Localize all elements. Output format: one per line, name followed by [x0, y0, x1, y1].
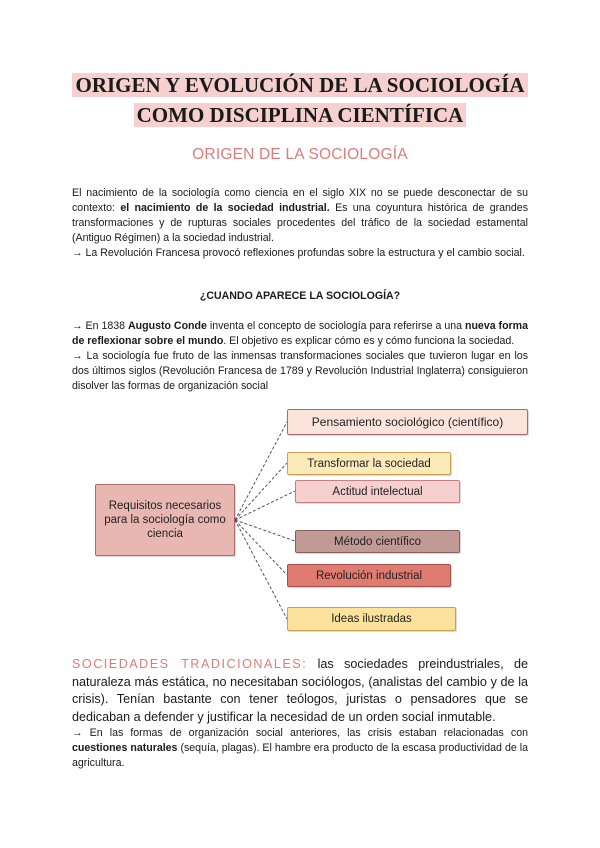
diagram-item-ideas: Ideas ilustradas [287, 607, 456, 631]
diagram-item-actitud: Actitud intelectual [295, 480, 460, 503]
diagram-item-transformar: Transformar la sociedad [287, 452, 451, 475]
tradicionales-paragraph-1: SOCIEDADES TRADICIONALES: las sociedades preindustriales, de naturaleza más estática, no necesitaban sociólogos, (analistas del cambio y de la crisis). Tenían bastante con tener teólogos, juristas o pensadores que se dedicaban a defender y justificar la necesidad de un orden social inmutable. [72, 657, 528, 724]
cuando-paragraph-1: → En 1838 Augusto Conde inventa el concepto de sociología para referirse a una nueva forma de reflexionar sobre el mundo. El objetivo es explicar cómo es y cómo funciona la sociedad. [72, 320, 528, 347]
origen-paragraph-2: → La Revolución Francesa provocó reflexiones profundas sobre la estructura y el cambio social. [72, 247, 525, 259]
connector-6 [235, 520, 287, 619]
bold-cuestiones-naturales: cuestiones naturales [72, 742, 178, 754]
title-line-1: ORIGEN Y EVOLUCIÓN DE LA SOCIOLOGÍA [72, 73, 527, 97]
diagram-item-metodo: Método científico [295, 530, 460, 553]
section-heading-origen: ORIGEN DE LA SOCIOLOGÍA [192, 146, 408, 163]
connector-5 [235, 520, 287, 575]
diagram-item-pensamiento: Pensamiento sociológico (científico) [287, 409, 528, 435]
tradicionales-paragraph-2: → En las formas de organización social anteriores, las crisis estaban relacionadas con cuestiones naturales (sequía, plagas). El hambre era producto de la escasa productividad de la agricultura. [72, 727, 528, 769]
bold-sociedad-industrial: el nacimiento de la sociedad industrial. [120, 202, 330, 214]
bold-augusto-conde: Augusto Conde [128, 320, 207, 332]
section-heading-cuando: ¿CUANDO APARECE LA SOCIOLOGÍA? [199, 290, 401, 302]
diagram-main-box: Requisitos necesarios para la sociología como ciencia [95, 484, 235, 556]
connector-3 [235, 491, 295, 520]
section-heading-tradicionales: SOCIEDADES TRADICIONALES: [72, 657, 308, 671]
connector-4 [235, 520, 295, 541]
bold-nueva-forma: nueva forma de reflexionar sobre el mundo [72, 320, 528, 347]
origen-paragraph-1: El nacimiento de la sociología como ciencia en el siglo XIX no se puede desconectar de su contexto: el nacimiento de la sociedad industrial. Es una coyuntura histórica de grandes transformaciones y de rupturas sociales procedentes del tráfico de la sociedad estamental (Antiguo Régimen) a la sociedad industrial. [72, 187, 528, 244]
title-line-2: COMO DISCIPLINA CIENTÍFICA [134, 103, 467, 127]
diagram-item-revolucion: Revolución industrial [287, 564, 451, 587]
connector-2 [235, 463, 287, 520]
tradicionales-paragraph [72, 656, 528, 771]
cuando-paragraph-2: → La sociología fue fruto de las inmensas transformaciones sociales que tuvieron lugar en los dos últimos siglos (Revolución Francesa de 1789 y Revolución Industrial Inglaterra) consiguieron disolver las formas de organización social [72, 350, 528, 392]
